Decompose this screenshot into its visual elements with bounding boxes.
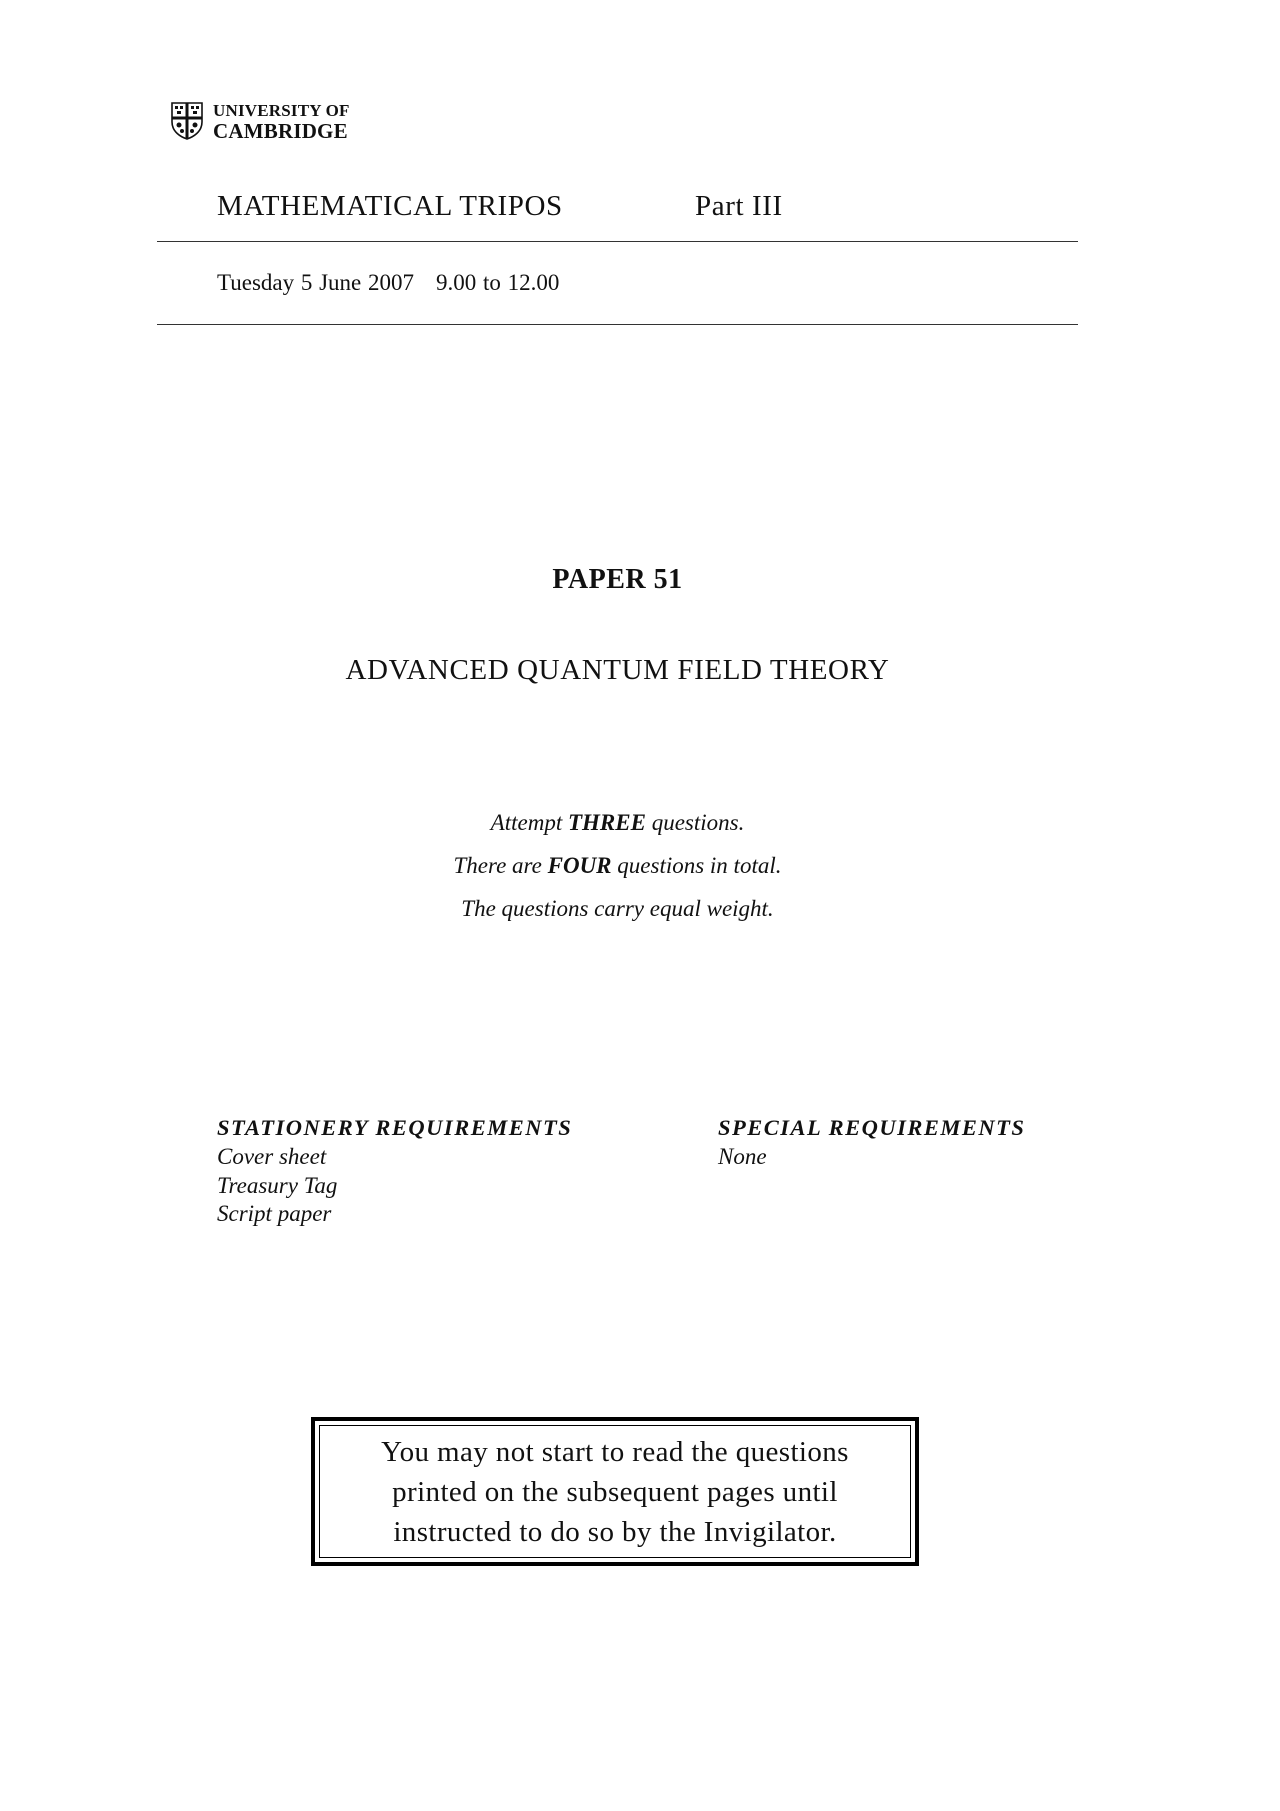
list-item: Cover sheet (217, 1144, 327, 1169)
instruction-emphasis: THREE (567, 810, 646, 835)
instruction-weight: The questions carry equal weight. (461, 896, 774, 921)
header-rule-top (157, 241, 1078, 242)
stationery-list (217, 1143, 337, 1229)
paper-title: ADVANCED QUANTUM FIELD THEORY (345, 654, 890, 686)
stationery-heading: STATIONERY REQUIREMENTS (217, 1115, 573, 1140)
instruction-text: questions. (651, 810, 745, 835)
list-item: Treasury Tag (217, 1172, 338, 1198)
logo-line-university: UNIVERSITY OF (213, 101, 350, 120)
list-item: None (718, 1144, 767, 1169)
instruction-total (0, 853, 1235, 879)
notice-line: printed on the subsequent pages until (392, 1475, 838, 1508)
notice-line: instructed to do so by the Invigilator. (393, 1515, 837, 1548)
list-item: Script paper (217, 1201, 332, 1226)
paper-number: PAPER 51 (552, 564, 683, 595)
university-crest-icon (171, 102, 203, 140)
instruction-text: questions in total. (617, 853, 782, 878)
instruction-attempt (0, 810, 1235, 836)
exam-part: Part III (695, 190, 783, 222)
instruction-text: Attempt (490, 810, 563, 835)
special-heading: SPECIAL REQUIREMENTS (718, 1115, 1026, 1140)
exam-name: MATHEMATICAL TRIPOS (217, 190, 563, 222)
exam-date-time (217, 270, 559, 296)
exam-time: 9.00 to 12.00 (436, 270, 560, 295)
university-logo (171, 100, 350, 142)
exam-date: Tuesday 5 June 2007 (217, 270, 415, 295)
logo-line-cambridge: CAMBRIDGE (213, 119, 348, 143)
instruction-text: There are (453, 853, 542, 878)
invigilator-notice-inner (319, 1425, 911, 1558)
special-list (718, 1143, 767, 1172)
header-rule-bottom (157, 324, 1078, 325)
invigilator-notice-box (311, 1417, 919, 1566)
instruction-emphasis: FOUR (547, 853, 612, 878)
notice-line: You may not start to read the questions (381, 1435, 849, 1468)
